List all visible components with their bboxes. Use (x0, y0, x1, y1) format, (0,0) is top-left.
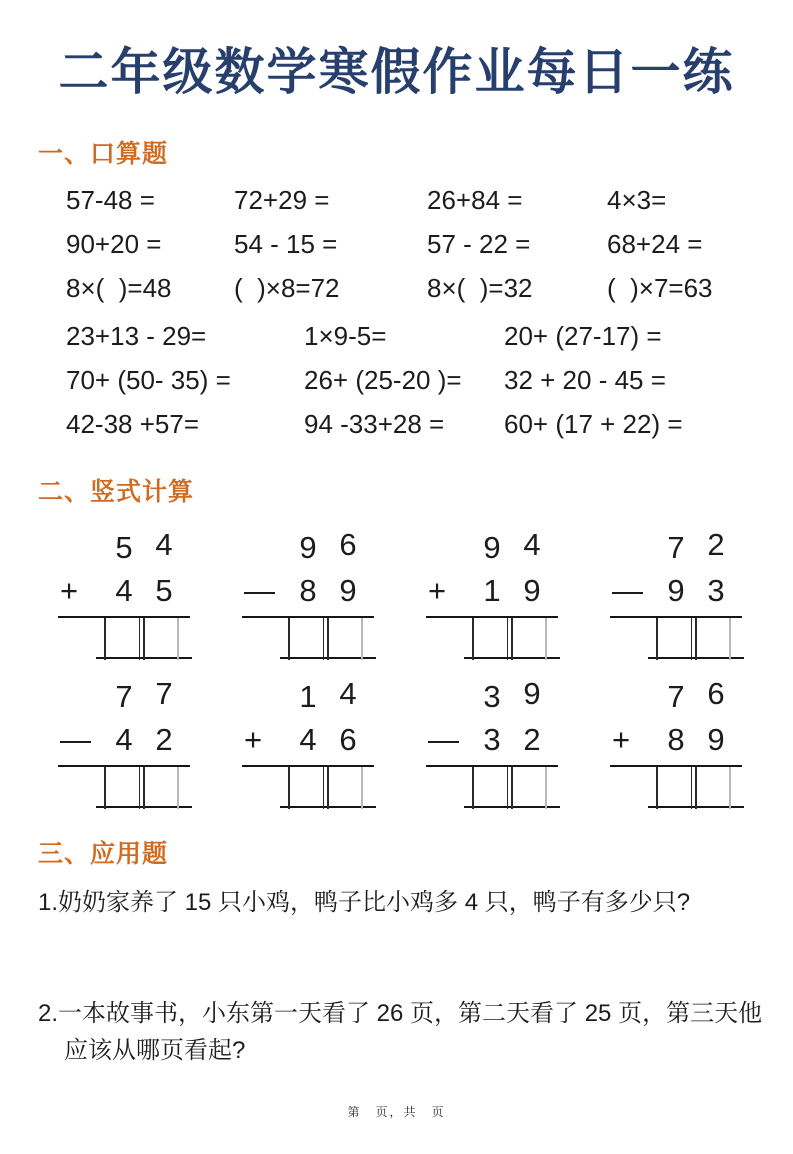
answer-box (511, 767, 547, 809)
answer-box (695, 618, 731, 660)
answer-box (143, 767, 179, 809)
answer-boxes (104, 767, 190, 809)
vertical-problem (58, 522, 190, 659)
digit: 1 (299, 679, 317, 714)
digit: 5 (155, 573, 173, 608)
digit: 9 (299, 530, 317, 565)
answer-boxes (104, 618, 190, 660)
oral-row (0, 314, 793, 358)
digit: 9 (339, 573, 357, 608)
oral-row (0, 222, 793, 266)
digit: 4 (339, 676, 357, 711)
operand-top (58, 522, 190, 568)
answer-box (472, 767, 508, 809)
vertical-problem (58, 671, 190, 808)
operator: + (428, 573, 447, 608)
operand-top (242, 671, 374, 717)
digit: 9 (523, 573, 541, 608)
digit: 8 (667, 722, 685, 757)
answer-box (143, 618, 179, 660)
digit: 2 (523, 722, 541, 757)
answer-box (288, 767, 324, 809)
answer-box (695, 767, 731, 809)
digit: 2 (155, 722, 173, 757)
digit: 7 (115, 679, 133, 714)
operand-bottom (242, 717, 374, 763)
oral-problem: 20+ (27-17) = (504, 321, 662, 351)
oral-problem: 8×( )=48 (66, 273, 172, 303)
operand-top (426, 522, 558, 568)
word-section (38, 884, 763, 1069)
oral-row (0, 178, 793, 222)
oral-section (0, 178, 793, 446)
answer-box (288, 618, 324, 660)
vertical-problem (610, 671, 742, 808)
oral-problem: ( )×8=72 (234, 273, 340, 303)
digit: 6 (339, 722, 357, 757)
answer-boxes (472, 618, 558, 660)
operator: — (60, 722, 91, 757)
operand-bottom (58, 568, 190, 614)
operator: — (244, 573, 275, 608)
oral-problem: 8×( )=32 (427, 273, 533, 303)
operator: — (428, 722, 459, 757)
answer-boxes (656, 767, 742, 809)
digit: 7 (667, 530, 685, 565)
oral-problem: 54 - 15 = (234, 229, 338, 259)
digit: 4 (115, 573, 133, 608)
digit: 9 (483, 530, 501, 565)
digit: 5 (115, 530, 133, 565)
answer-boxes (472, 767, 558, 809)
page-title: 二年级数学寒假作业每日一练 (58, 44, 735, 100)
oral-problem: 72+29 = (234, 185, 330, 215)
oral-problem: 57 - 22 = (427, 229, 531, 259)
vertical-problem (426, 671, 558, 808)
operand-bottom (610, 717, 742, 763)
oral-problem: 90+20 = (66, 229, 162, 259)
answer-box (472, 618, 508, 660)
digit: 4 (299, 722, 317, 757)
operand-top (426, 671, 558, 717)
operator: — (612, 573, 643, 608)
oral-problem: 68+24 = (607, 229, 703, 259)
oral-problem: 57-48 = (66, 185, 155, 215)
oral-problem: 32 + 20 - 45 = (504, 365, 666, 395)
answer-boxes (288, 767, 374, 809)
oral-problem: 26+ (25-20 )= (304, 365, 462, 395)
word-problem-2-line2: 应该从哪页看起? (64, 1037, 246, 1064)
oral-row (0, 358, 793, 402)
digit: 9 (523, 676, 541, 711)
answer-box (327, 767, 363, 809)
answer-box (327, 618, 363, 660)
digit: 6 (707, 676, 725, 711)
vertical-section (0, 522, 793, 808)
digit: 9 (707, 722, 725, 757)
digit: 4 (523, 527, 541, 562)
operand-bottom (610, 568, 742, 614)
digit: 7 (667, 679, 685, 714)
oral-problem: ( )×7=63 (607, 273, 713, 303)
vertical-problem (242, 522, 374, 659)
section-heading-vertical: 二、竖式计算 (38, 478, 195, 506)
answer-box (656, 767, 692, 809)
vertical-problem (610, 522, 742, 659)
word-problem-2 (38, 995, 763, 1069)
vertical-problem (242, 671, 374, 808)
operand-bottom (426, 717, 558, 763)
operand-bottom (242, 568, 374, 614)
digit: 8 (299, 573, 317, 608)
digit: 2 (707, 527, 725, 562)
oral-row (0, 266, 793, 310)
answer-box (656, 618, 692, 660)
answer-boxes (288, 618, 374, 660)
answer-box (511, 618, 547, 660)
oral-problem: 42-38 +57= (66, 409, 200, 439)
answer-boxes (656, 618, 742, 660)
oral-row (0, 402, 793, 446)
word-problem-2-line1: 2.一本故事书，小东第一天看了 26 页，第二天看了 25 页，第三天他 (38, 1000, 763, 1027)
oral-problem: 26+84 = (427, 185, 523, 215)
operand-bottom (426, 568, 558, 614)
oral-problem: 4×3= (607, 185, 667, 215)
section-heading-oral: 一、口算题 (38, 140, 169, 168)
operand-top (58, 671, 190, 717)
oral-problem: 1×9-5= (304, 321, 387, 351)
operator: + (60, 573, 79, 608)
operand-top (610, 522, 742, 568)
answer-box (104, 618, 140, 660)
operator: + (612, 722, 631, 757)
digit: 3 (707, 573, 725, 608)
digit: 9 (667, 573, 685, 608)
page-footer: 第 页，共 页 (347, 1105, 446, 1119)
digit: 1 (483, 573, 501, 608)
digit: 4 (155, 527, 173, 562)
oral-problem: 23+13 - 29= (66, 321, 207, 351)
operand-bottom (58, 717, 190, 763)
digit: 6 (339, 527, 357, 562)
oral-problem: 70+ (50- 35) = (66, 365, 231, 395)
operand-top (242, 522, 374, 568)
worksheet-page (0, 32, 793, 1119)
digit: 3 (483, 679, 501, 714)
digit: 4 (115, 722, 133, 757)
digit: 7 (155, 676, 173, 711)
vertical-problem (426, 522, 558, 659)
digit: 3 (483, 722, 501, 757)
section-heading-word: 三、应用题 (38, 840, 169, 868)
word-problem-1: 1.奶奶家养了 15 只小鸡，鸭子比小鸡多 4 只，鸭子有多少只? (38, 889, 691, 916)
operand-top (610, 671, 742, 717)
oral-problem: 94 -33+28 = (304, 409, 445, 439)
operator: + (244, 722, 263, 757)
answer-box (104, 767, 140, 809)
oral-problem: 60+ (17 + 22) = (504, 409, 683, 439)
